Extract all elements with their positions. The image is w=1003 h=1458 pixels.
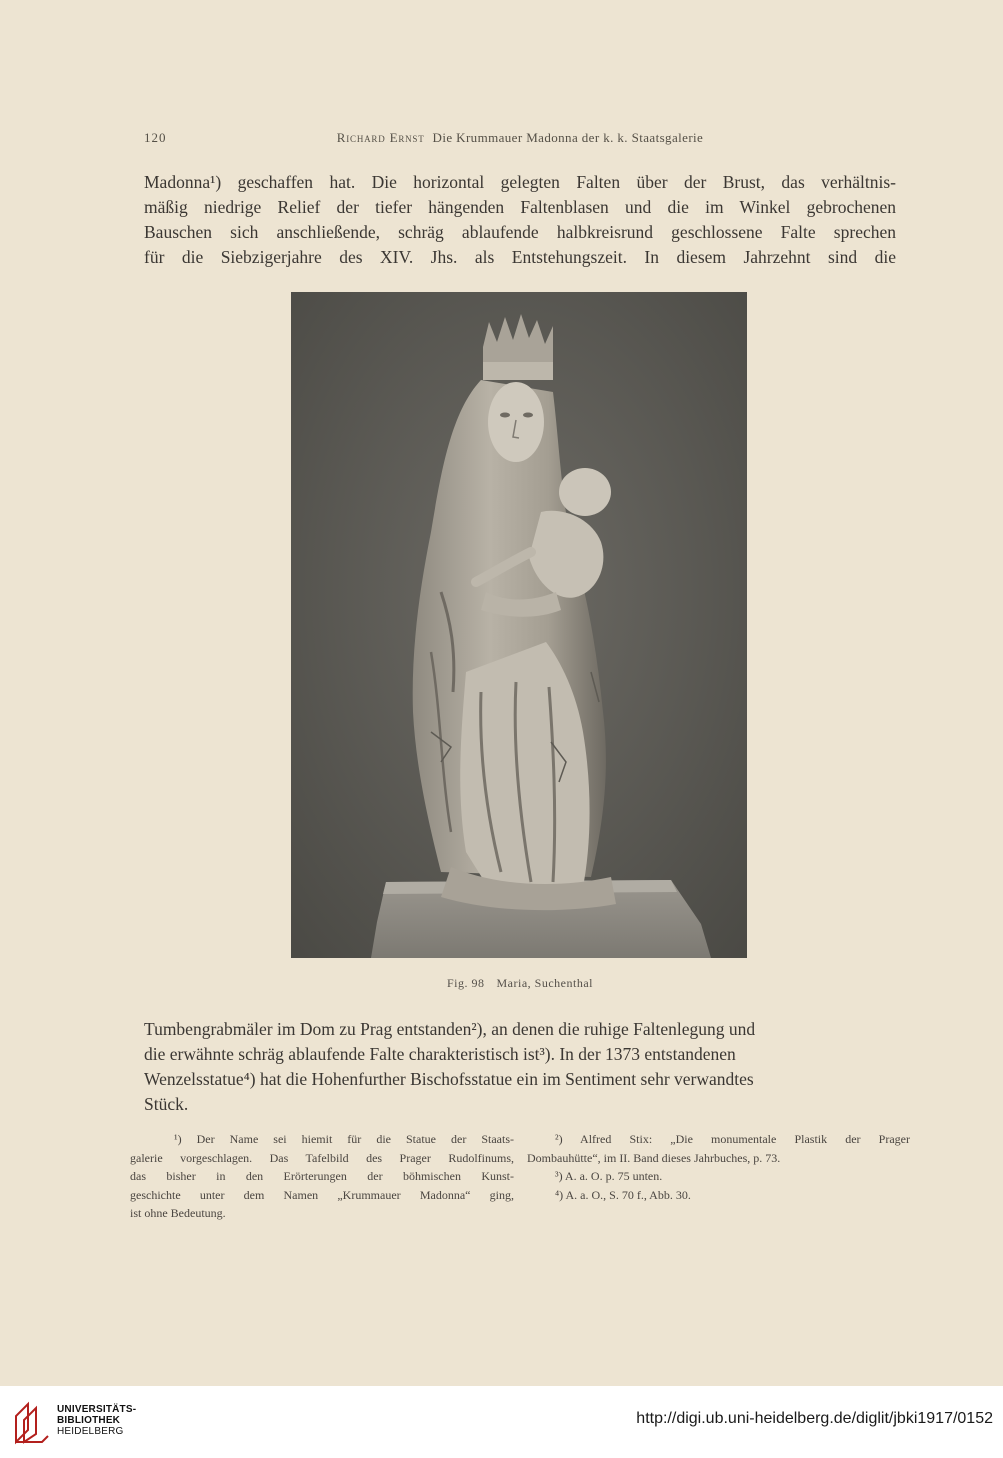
statue-photograph: [291, 292, 747, 958]
footnote-line: Dombauhütte“, im II. Band dieses Jahrbuches, p. 73.: [527, 1150, 781, 1165]
footnote-2: [527, 1130, 910, 1167]
running-head-title: Die Krummauer Madonna der k. k. Staatsgalerie: [432, 130, 704, 145]
body-text-bottom: [144, 1017, 896, 1117]
logo-line-2: BIBLIOTHEK: [57, 1415, 121, 1426]
running-head: [144, 130, 896, 152]
footnote-1: [130, 1130, 514, 1223]
source-url-link[interactable]: http://digi.ub.uni-heidelberg.de/diglit/jbki1917/0152: [636, 1410, 993, 1427]
footnotes-right-column: [527, 1130, 910, 1204]
logo-line-1: UNIVERSITÄTS-: [57, 1404, 137, 1415]
body-text-top: [144, 170, 896, 270]
text-line: Wenzelsstatue⁴) hat die Hohenfurther Bischofsstatue ein im Sentiment sehr verwandtes: [144, 1069, 754, 1089]
figure-caption: [144, 976, 896, 991]
madonna-statue-image: [291, 292, 747, 958]
library-footer: [0, 1386, 1003, 1458]
text-line: für die Siebzigerjahre des XIV. Jhs. als Entstehungszeit. In diesem Jahrzehnt sind die: [144, 247, 896, 267]
text-line: Stück.: [144, 1094, 189, 1114]
text-line: Tumbengrabmäler im Dom zu Prag entstanden²), an denen die ruhige Faltenlegung und: [144, 1019, 756, 1039]
figure-title: Maria, Suchenthal: [496, 976, 593, 990]
logo-line-3: HEIDELBERG: [57, 1426, 124, 1437]
footnote-line: galerie vorgeschlagen. Das Tafelbild des Prager Rudolfinums,: [130, 1150, 514, 1165]
footnote-line: ²) Alfred Stix: „Die monumentale Plastik der Prager: [555, 1132, 910, 1146]
text-line: die erwähnte schräg ablaufende Falte charakteristisch ist³). In der 1373 entstandenen: [144, 1044, 736, 1064]
footnote-4: ⁴) A. a. O., S. 70 f., Abb. 30.: [555, 1187, 691, 1202]
footnote-line: ¹) Der Name sei hiemit für die Statue der Staats-: [174, 1132, 514, 1146]
figure-number: Fig. 98: [447, 976, 485, 990]
library-logo[interactable]: [12, 1398, 172, 1448]
footnotes-left-column: [130, 1130, 514, 1223]
text-line: Bauschen sich anschließende, schräg ablaufende halbkreisrund geschlossene Falte sprechen: [144, 222, 896, 242]
footnote-line: das bisher in den Erörterungen der böhmischen Kunst-: [130, 1169, 514, 1184]
footnote-3: ³) A. a. O. p. 75 unten.: [555, 1169, 663, 1184]
running-title: [144, 130, 896, 146]
text-line: Madonna¹) geschaffen hat. Die horizontal gelegten Falten über der Brust, das verhältnis-: [144, 172, 896, 192]
library-logo-icon: [12, 1398, 50, 1446]
page-number: 120: [144, 130, 167, 145]
text-line: mäßig niedrige Relief der tiefer hängenden Faltenblasen und die im Winkel gebrochenen: [144, 197, 896, 217]
footnotes: [130, 1130, 910, 1225]
footnote-line: ist ohne Bedeutung.: [130, 1206, 226, 1221]
library-logo-text: [57, 1404, 136, 1437]
footnote-line: geschichte unter dem Namen „Krummauer Madonna“ ging,: [130, 1187, 514, 1202]
running-head-author: Richard Ernst: [336, 130, 425, 145]
